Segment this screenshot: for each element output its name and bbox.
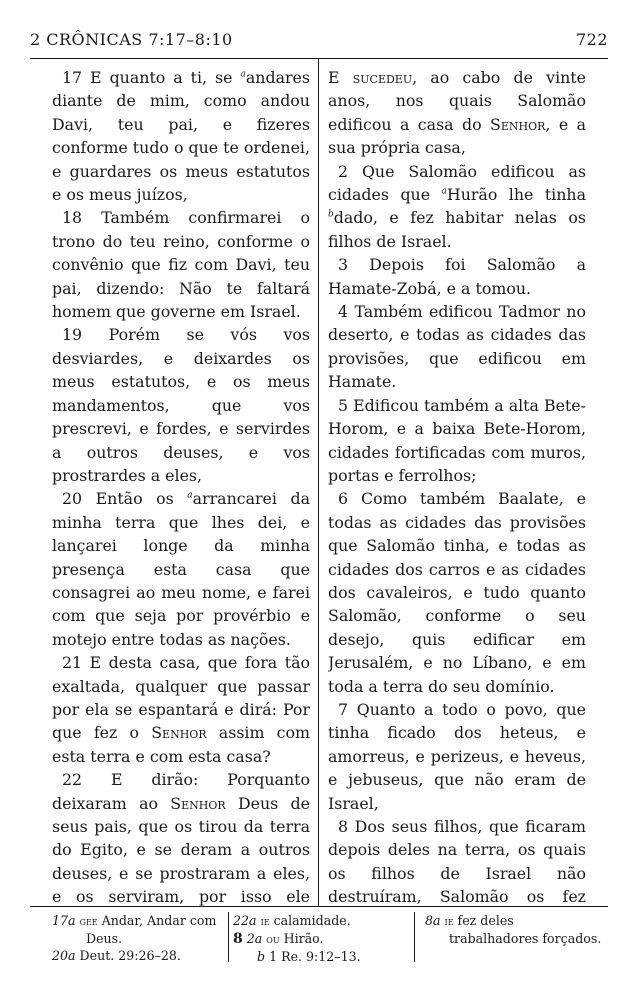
verse-19: 19 Porém se vós vos desviardes, e deixardes os meus estatutos, e os meus mandamentos, que vos prescrevi, e fordes, e servirdes a outros deuses, e vos prostrardes a eles, [52, 325, 310, 485]
footnote: 17a gee Andar, Andar com [52, 913, 217, 928]
footnotes-column-1 [52, 912, 227, 964]
footnote: 8a ie fez deles [425, 913, 514, 928]
verse-4: 4 Também edificou Tadmor no deserto, e todas as cidades das provisões, que edificou em Hamate. [328, 302, 586, 392]
column-divider [318, 58, 319, 906]
footnote-marker[interactable]: a [187, 491, 193, 502]
footnote-marker[interactable]: a [441, 186, 447, 197]
verse-3: 3 Depois foi Salomão a Hamate-Zobá, e a tomou. [328, 255, 586, 298]
verse-22: 22 E dirão: Porquanto deixaram ao Senhor Deus de seus pais, que os tirou da terra do Egito, e se deram a outros deuses, e se prostraram a eles, e os serviram, por isso ele [52, 770, 310, 906]
verse-7: 7 Quanto a todo o povo, que tinha ficado dos heteus, e amorreus, e perizeus, e heveus, e jebuseus, que não eram de Israel, [328, 699, 586, 813]
verse-5: 5 Edificou também a alta Bete-Horom, e a baixa Bete-Horom, cidades fortificadas com muros, portas e ferrolhos; [328, 395, 586, 485]
verse-21: 21 E desta casa, que fora tão exaltada, qualquer que passar por ela se espantará e dirá: Por que fez o Senhor assim com esta terra e com esta casa? [52, 653, 310, 766]
verse-20: 20 Então os $^a$arrancarei da minha terra que lhes dei, e lançarei longe da minha presença esta casa que consagrei ao meu nome, e farei com que seja por provérbio e motejo entre todas as nações. [52, 489, 310, 649]
verse-2: 2 Que Salomão edificou as cidades que $^a$Hurão lhe tinha $^b$dado, e fez habitar nelas os filhos de Israel. [328, 161, 586, 251]
footnote: 20a Deut. 29:26–28. [52, 948, 181, 963]
footnotes-column-2 [233, 912, 408, 965]
verse-17: 17 E quanto a ti, se $^a$andares diante de mim, como andou Davi, teu pai, e fizeres conforme tudo o que te ordenei, e guardares os meus estatutos e os meus juízos, [52, 68, 310, 205]
footnote-divider [414, 912, 415, 962]
footnote-marker[interactable]: a [240, 69, 246, 80]
header-rule [30, 58, 608, 59]
footnote-continuation: trabalhadores forçados. [449, 931, 602, 946]
footnotes-column-3 [425, 912, 605, 947]
right-column [328, 66, 586, 906]
footnote-divider [228, 912, 229, 962]
footnote: b 1 Re. 9:12–13. [257, 949, 361, 964]
footnote: 22a ie calamidade. [233, 913, 351, 928]
book-range: 2 CRÔNICAS 7:17–8:10 [30, 30, 233, 49]
verse-18: 18 Também confirmarei o trono do teu reino, conforme o convênio que fiz com Davi, teu pai, dizendo: Não te faltará homem que governe em Israel. [52, 208, 310, 322]
verse-8: 8 Dos seus filhos, que ficaram depois deles na terra, os quais os filhos de Israel não destruíram, Salomão os fez [328, 817, 586, 906]
footnote-rule [30, 906, 608, 907]
page-header [30, 30, 608, 56]
footnote-marker[interactable]: b [328, 210, 334, 221]
verse-6: 6 Como também Baalate, e todas as cidades das provisões que Salomão tinha, e todas as cidades dos carros e as cidades dos cavaleiros, e tudo quanto Salomão, conforme o seu desejo, quis edificar em Jerusalém, e no Líbano, e em toda a terra do seu domínio. [328, 489, 586, 696]
footnote: 8 2a ou Hirão. [233, 931, 324, 947]
left-column [52, 66, 310, 906]
page-number: 722 [575, 30, 608, 49]
footnote-continuation: Deus. [86, 931, 123, 946]
verse-1: E sucedeu, ao cabo de vinte anos, nos quais Salomão edificou a casa do Senhor, e a sua própria casa, [328, 68, 586, 158]
